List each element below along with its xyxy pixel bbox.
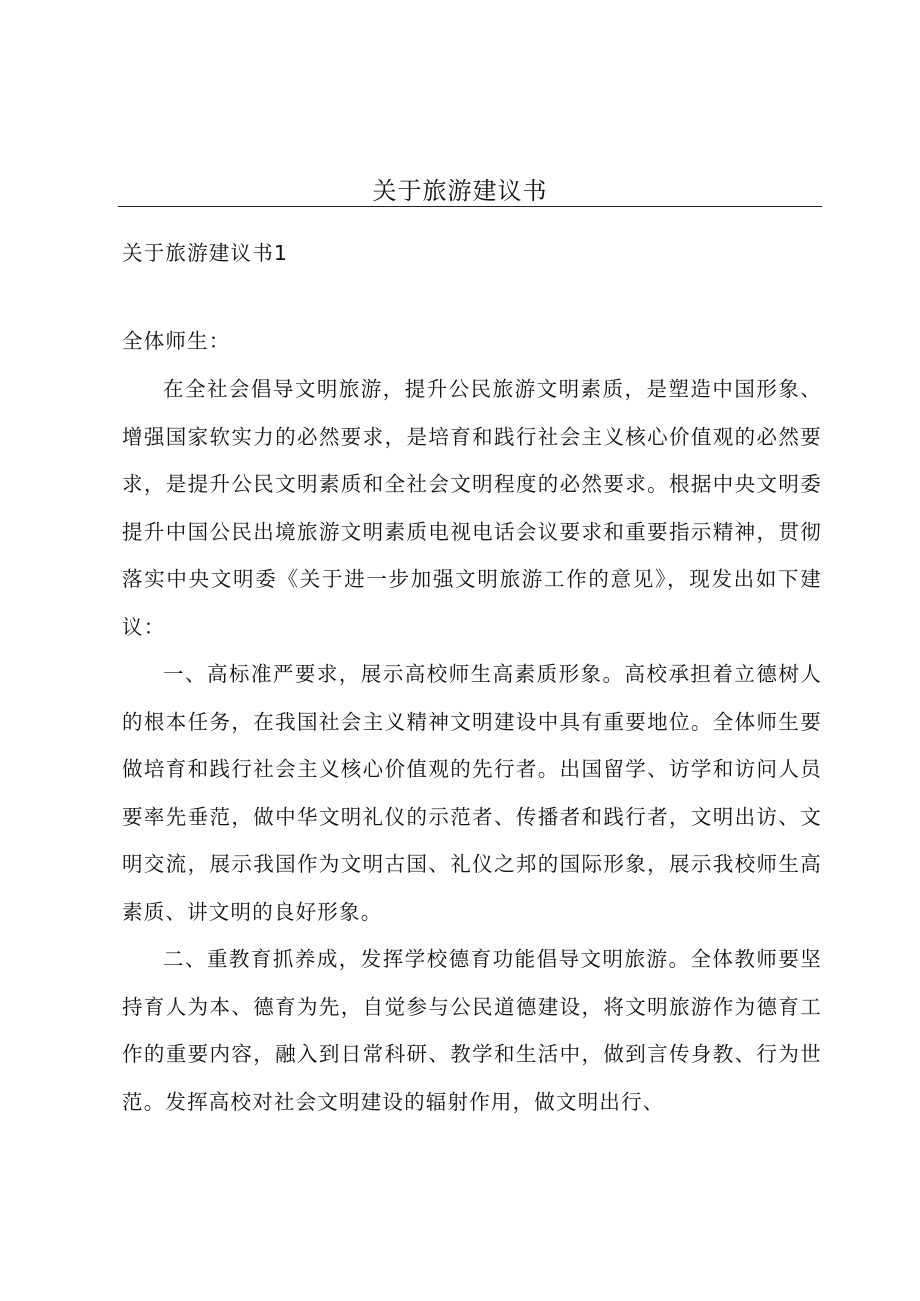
section-subtitle: 关于旅游建议书1: [122, 241, 289, 265]
paragraph-intro: 在全社会倡导文明旅游，提升公民旅游文明素质，是塑造中国形象、增强国家软实力的必然要求，是培育和践行社会主义核心价值观的必然要求，是提升公民文明素质和全社会文明程度的必然要求。根据中央文明委提升中国公民出境旅游文明素质电视电话会议要求和重要指示精神，贯彻落实中央文明委《关于进一步加强文明旅游工作的意见》，现发出如下建议：: [122, 377, 822, 639]
document-body: [122, 366, 822, 1126]
paragraph-point-one: 一、高标准严要求，展示高校师生高素质形象。高校承担着立德树人的根本任务，在我国社会主义精神文明建设中具有重要地位。全体师生要做培育和践行社会主义核心价值观的先行者。出国留学、访学和访问人员要率先垂范，做中华文明礼仪的示范者、传播者和践行者，文明出访、文明交流，展示我国作为文明古国、礼仪之邦的国际形象，展示我校师生高素质、讲文明的良好形象。: [122, 662, 822, 924]
title-underline-divider: [118, 206, 822, 207]
salutation: 全体师生：: [122, 329, 231, 353]
document-title: 关于旅游建议书: [372, 177, 548, 205]
paragraph-point-two: 二、重教育抓养成，发挥学校德育功能倡导文明旅游。全体教师要坚持育人为本、德育为先，自觉参与公民道德建设，将文明旅游作为德育工作的重要内容，融入到日常科研、教学和生活中，做到言传身教、行为世范。发挥高校对社会文明建设的辐射作用，做文明出行、: [122, 947, 822, 1114]
